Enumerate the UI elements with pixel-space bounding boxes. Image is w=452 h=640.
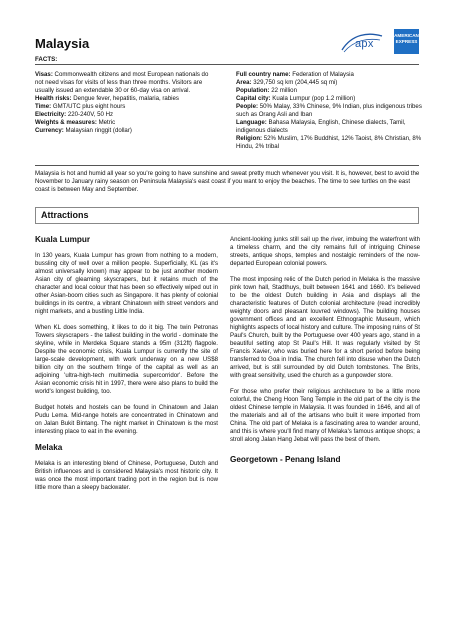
melaka-paragraph-1: Melaka is an interesting blend of Chinese, Portuguese, Dutch and British influences and is considered Malaysia's most historic city. It was once the most important trading port in the region but is now little more than a sleepy backwater. (35, 459, 218, 491)
fact-population: Population: 22 million (236, 87, 297, 95)
fact-religion: Religion: 52% Muslim, 17% Buddhist, 12% Taoist, 8% Christian, 8% Hindu, 2% tribal (236, 135, 422, 151)
melaka-paragraph-3: The most imposing relic of the Dutch period in Melaka is the massive pink town hall, Stadthuys, built between 1641 and 1660. It's believed to be the oldest Dutch building in Asia and displays all the characteristic features of Dutch colonial architecture (read incredibly weighty doors and pleasant louvred windows). The building houses government offices and an excellent Ethnographic Museum, which highlights aspects of local history and culture. The imposing ruins of St Paul's Church, built by the Portuguese over 400 years ago, stand in a beautiful setting atop St Paul's Hill. It was regularly visited by St Francis Xavier, who was buried here for a short period before being transferred to Goa in India. The church fell into disuse when the Dutch arrived, but is still surrounded by old Dutch tombstones. The Brits, with great sensitivity, used the church as a gunpowder store. (230, 275, 420, 380)
page-title: Malaysia (35, 36, 90, 51)
melaka-paragraph-4: For those who prefer their religious architecture to be a little more colorful, the Cheng Hoon Teng Temple in the old part of the city is the oldest Chinese temple in Malaysia. It was founded in 1646, and all of the materials and all of the artisans who built it were imported from China. The old part of Melaka is a fascinating area to wander around, and this is where you'll find many of Melaka's famous antique shops; a stroll along Jalan Hang Jebat will pass the best of them. (230, 387, 420, 444)
attractions-heading-box (35, 207, 419, 224)
fact-electricity: Electricity: 220-240V, 50 Hz (35, 111, 114, 119)
facts-label: FACTS: (35, 56, 58, 63)
fact-health: Health risks: Dengue fever, hepatitis, malaria, rabies (35, 95, 179, 103)
melaka-heading: Melaka (35, 442, 63, 452)
header-rule (35, 64, 419, 65)
fact-language: Language: Bahasa Malaysia, English, Chinese dialects, Tamil, indigenous dialects (236, 119, 406, 135)
intro-text: Malaysia is hot and humid all year so you're going to have sunshine and sweat pretty much whenever you visit. It is, however, best to avoid the November to January rainy season on Peninsula Malaysia's east coast if you want to enjoy the beaches. The time to see turtles on the east coast is between May and September. (35, 170, 420, 194)
intro-paragraph (35, 170, 421, 194)
fact-country-name: Full country name: Federation of Malaysia (236, 71, 354, 78)
fact-weights: Weights & measures: Metric (35, 119, 116, 127)
melaka-paragraph-2: Ancient-looking junks still sail up the river, imbuing the waterfront with a timeless charm, and the city remains full of intriguing Chinese streets, antique shops, temples and nostalgic reminders of the now-departed European colonial powers. (230, 236, 420, 268)
facts-left (35, 71, 215, 135)
fact-capital: Capital city: Kuala Lumpur (pop 1.2 million) (236, 95, 356, 103)
right-column (230, 236, 420, 472)
penang-heading: Georgetown - Penang Island (230, 455, 341, 465)
apx-logo-text: apx (355, 38, 374, 50)
amex-logo: AMERICAN EXPRESS (394, 29, 419, 54)
kl-paragraph-3: Budget hotels and hostels can be found in Chinatown and Jalan Pudu Lema. Mid-range hotels are concentrated in Chinatown and on Jalan Bukit Bintang. The night market in Chinatown is the most interesting place to eat in the evening. (35, 403, 218, 435)
facts-rule (35, 165, 419, 166)
kuala-lumpur-heading: Kuala Lumpur (35, 235, 91, 244)
fact-area: Area: 329,750 sq km (204,445 sq mi) (236, 79, 338, 87)
fact-people: People: 50% Malay, 33% Chinese, 9% Indian, plus indigenous tribes such as Orang Asli and Iban (236, 103, 422, 119)
fact-time: Time: GMT/UTC plus eight hours (35, 103, 126, 111)
kl-paragraph-2: When KL does something, it likes to do it big. The twin Petronas Towers skyscrapers - the tallest building in the world - dominate the skyline, while in Merdeka Square stands a 95m (312ft) flagpole. Despite the economic crisis, Kuala Lumpur is currently the site of large-scale development, with work underway on a new US$8 billion city on the southern fringe of the capital as well as an adjoining 'ultra-high-tech multimedia supercorridor'. Before the Asian economic crisis hit in 1997, there were also plans to build the world's longest building, too. (35, 323, 218, 396)
fact-visas: Visas: Commonwealth citizens and most European nationals do not need visas for visits of less than three months. Visitors are usually issued an extendable 30 or 60-day visa on arrival. (35, 71, 209, 95)
fact-currency: Currency: Malaysian ringgit (dollar) (35, 127, 132, 135)
facts-right (236, 71, 422, 151)
left-column (35, 236, 218, 499)
kl-paragraph-1: In 130 years, Kuala Lumpur has grown from nothing to a modern, bussling city of well over a million people. Superficially, KL (as it's almost universally known) may appear to be just another modern Asian city of gleaming skyscrapers, but it retains much of the character and local colour that has been so effectively wiped out in other Asian-boom cities such as Singapore. It has plenty of colonial buildings in its centre, a vibrant Chinatown with street vendors and night markets, and a bustling Little India. (35, 252, 218, 316)
attractions-heading: Attractions (41, 210, 89, 220)
